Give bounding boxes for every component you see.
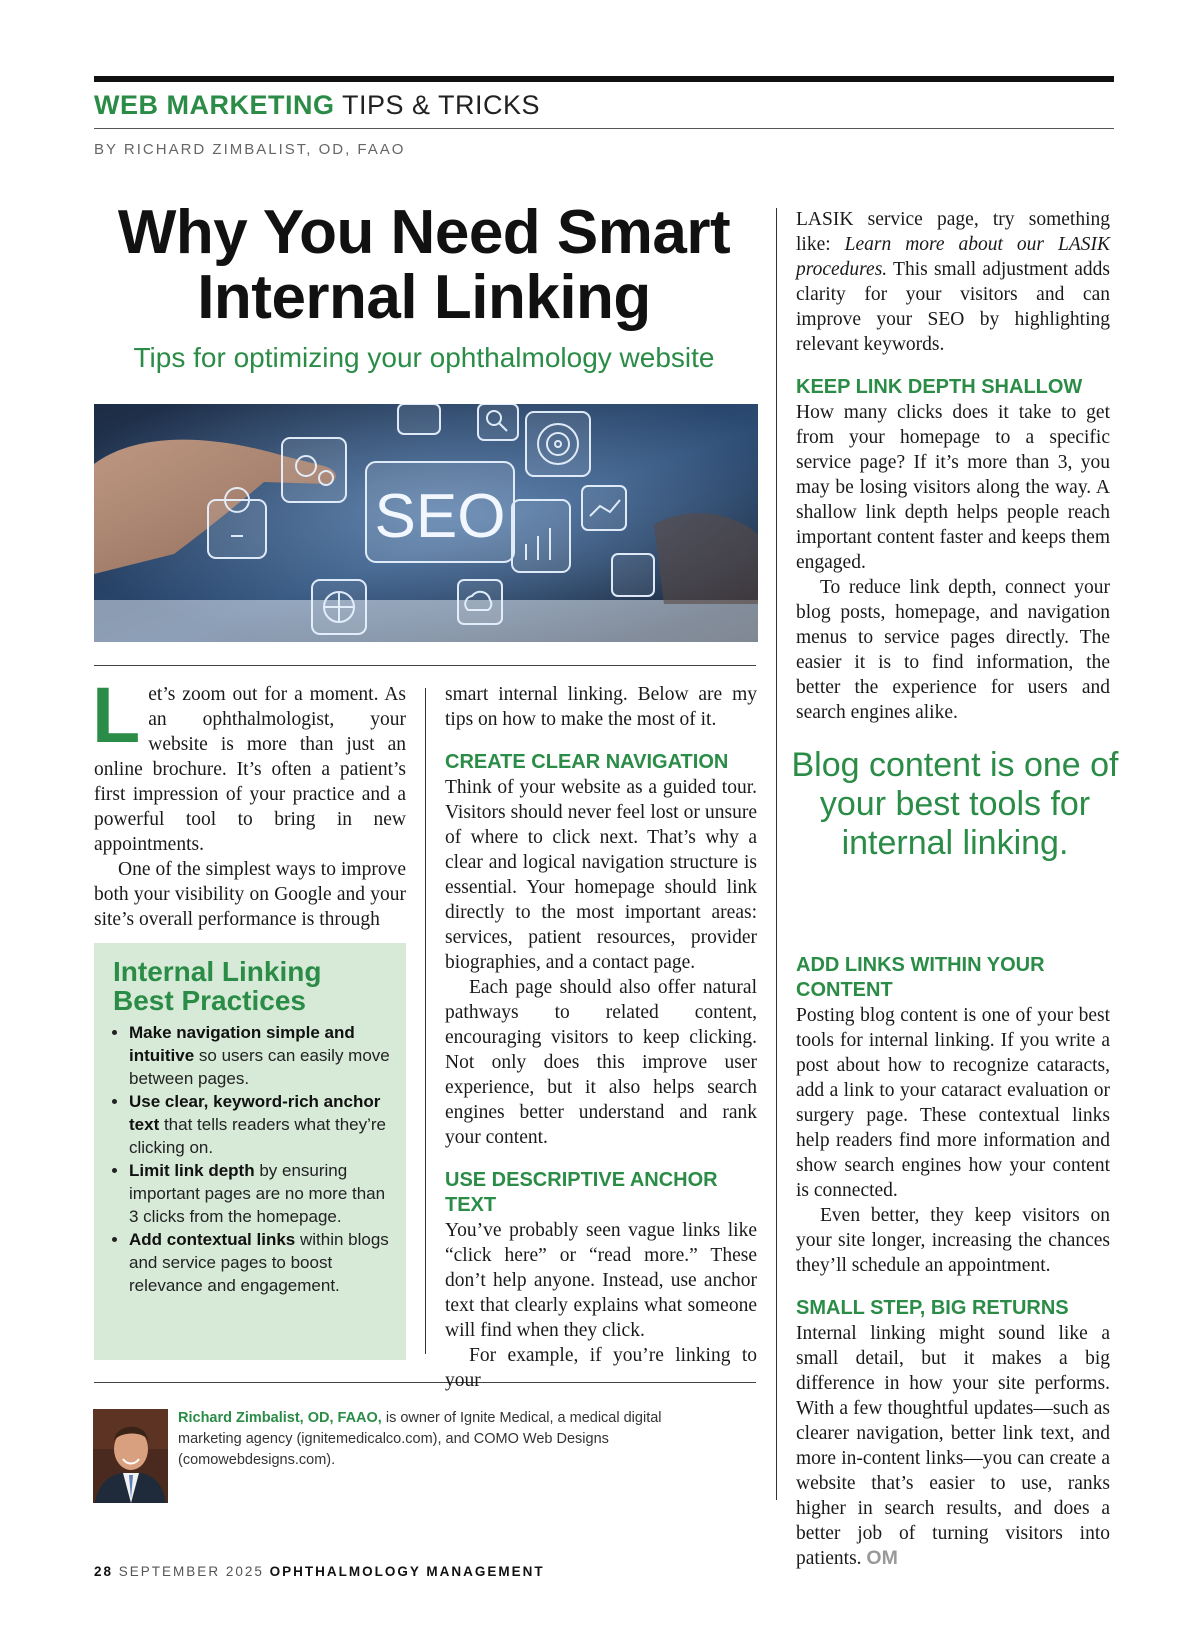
col2-paragraph-3: Each page should also offer natural pathways to related content, encouraging visitors to keep clicking. Not only does this improve user experience, but it also helps search engines better understand and rank your content. [445,977,757,1148]
hero-image [94,404,758,642]
col3-paragraph-5: Even better, they keep visitors on your site longer, increasing the chances they’ll schedule an appointment. [796,1205,1110,1276]
col3-paragraph-3: To reduce link depth, connect your blog posts, homepage, and navigation menus to service pages directly. The easier it is to find information, the better the experience for users and search engines alike. [796,577,1110,723]
section-heading-bold: WEB MARKETING [94,90,335,120]
col3-paragraph-6: Internal linking might sound like a small detail, but it makes a big difference in how your site performs. With a few thoughtful updates—such as clearer navigation, better link text, and more in-content links—you can create a website that’s easier to use, ranks higher in search results, and does a better job of turning visitors into patients. OM [796,1323,1110,1569]
column-1 [92,670,406,932]
page-footer [94,1564,545,1579]
box-title: Internal Linking Best Practices [113,956,322,1016]
col1-paragraph-2: One of the simplest ways to improve both your visibility on Google and your site’s overall performance is through [94,859,406,930]
subhead-link-depth: KEEP LINK DEPTH SHALLOW [796,376,1083,398]
list-item: • Use clear, keyword-rich anchor text that tells readers what they’re clicking on. [129,1090,392,1159]
subhead-descriptive-anchor-text: USE DESCRIPTIVE ANCHOR TEXT [445,1169,718,1216]
list-item: • Limit link depth by ensuring important pages are no more than 3 clicks from the homepage. [129,1159,392,1228]
col2-paragraph-5: For example, if you’re linking to your [445,1345,757,1391]
column-divider-2 [776,208,777,1500]
author-name: Richard Zimbalist, OD, FAAO, [178,1410,382,1426]
end-mark: OM [866,1547,898,1569]
author-bio [178,1408,718,1471]
column-top-rule [94,665,756,666]
drop-cap: L [92,670,141,759]
article-title: Why You Need Smart Internal Linking [117,198,731,332]
column-3 [796,207,1110,1571]
column-2 [445,682,757,1393]
publication-name: OPHTHALMOLOGY MANAGEMENT [269,1564,545,1579]
hero-seo-label: SEO [374,482,506,551]
col3-paragraph-4: Posting blog content is one of your best tools for internal linking. If you write a post about how to recognize cataracts, add a link to your cataract evaluation or surgery page. These contextual links help readers find more information and show search engines how your content is connected. [796,1005,1110,1201]
best-practices-box [94,943,406,1360]
issue-date: SEPTEMBER 2025 [118,1564,264,1579]
author-bio-text: is owner of Ignite Medical, a medical digital marketing agency (ignitemedicalco.com), and COMO Web Designs (comowebdesigns.com). [178,1410,662,1468]
col1-paragraph-1: et’s zoom out for a moment. As an ophthalmologist, your website is more than just an online brochure. It’s often a patient’s first impression of your practice and a powerful tool to bring in new appointments. [94,684,406,855]
list-item: • Add contextual links within blogs and service pages to boost relevance and engagement. [129,1228,392,1297]
col2-paragraph-4: You’ve probably seen vague links like “click here” or “read more.” These don’t help anyone. Instead, use anchor text that clearly explains what someone will find when they click. [445,1220,757,1341]
page-number: 28 [94,1564,114,1579]
section-heading-rest: TIPS & TRICKS [342,90,541,120]
column-divider-1 [425,688,426,1354]
top-rule [94,76,1114,82]
subhead-create-clear-navigation: CREATE CLEAR NAVIGATION [445,751,729,773]
col3-paragraph-1: LASIK service page, try something like: Learn more about our LASIK procedures. This small adjustment adds clarity for your visitors and can improve your SEO by highlighting relevant keywords. [796,209,1110,355]
pull-quote: Blog content is one of your best tools for internal linking. [791,746,1119,862]
article-subtitle: Tips for optimizing your ophthalmology website [133,342,715,373]
author-photo [93,1409,168,1503]
subhead-add-links: ADD LINKS WITHIN YOUR CONTENT [796,954,1045,1001]
section-heading [94,90,540,121]
subhead-small-step: SMALL STEP, BIG RETURNS [796,1297,1069,1319]
col3-paragraph-2: How many clicks does it take to get from your homepage to a specific service page? If it’s more than 3, you may be losing visitors along the way. A shallow link depth helps people reach important content faster and keeps them engaged. [796,402,1110,573]
col2-paragraph-2: Think of your website as a guided tour. Visitors should never feel lost or unsure of where to click next. That’s why a clear and logical navigation structure is essential. Your homepage should link directly to the most important areas: services, patient resources, provider biographies, and a contact page. [445,777,757,973]
byline: BY RICHARD ZIMBALIST, OD, FAAO [94,141,406,158]
best-practices-list [94,1021,406,1297]
header-rule [94,128,1114,129]
list-item: • Make navigation simple and intuitive so users can easily move between pages. [129,1021,392,1090]
col2-paragraph-1: smart internal linking. Below are my tips on how to make the most of it. [445,684,757,730]
